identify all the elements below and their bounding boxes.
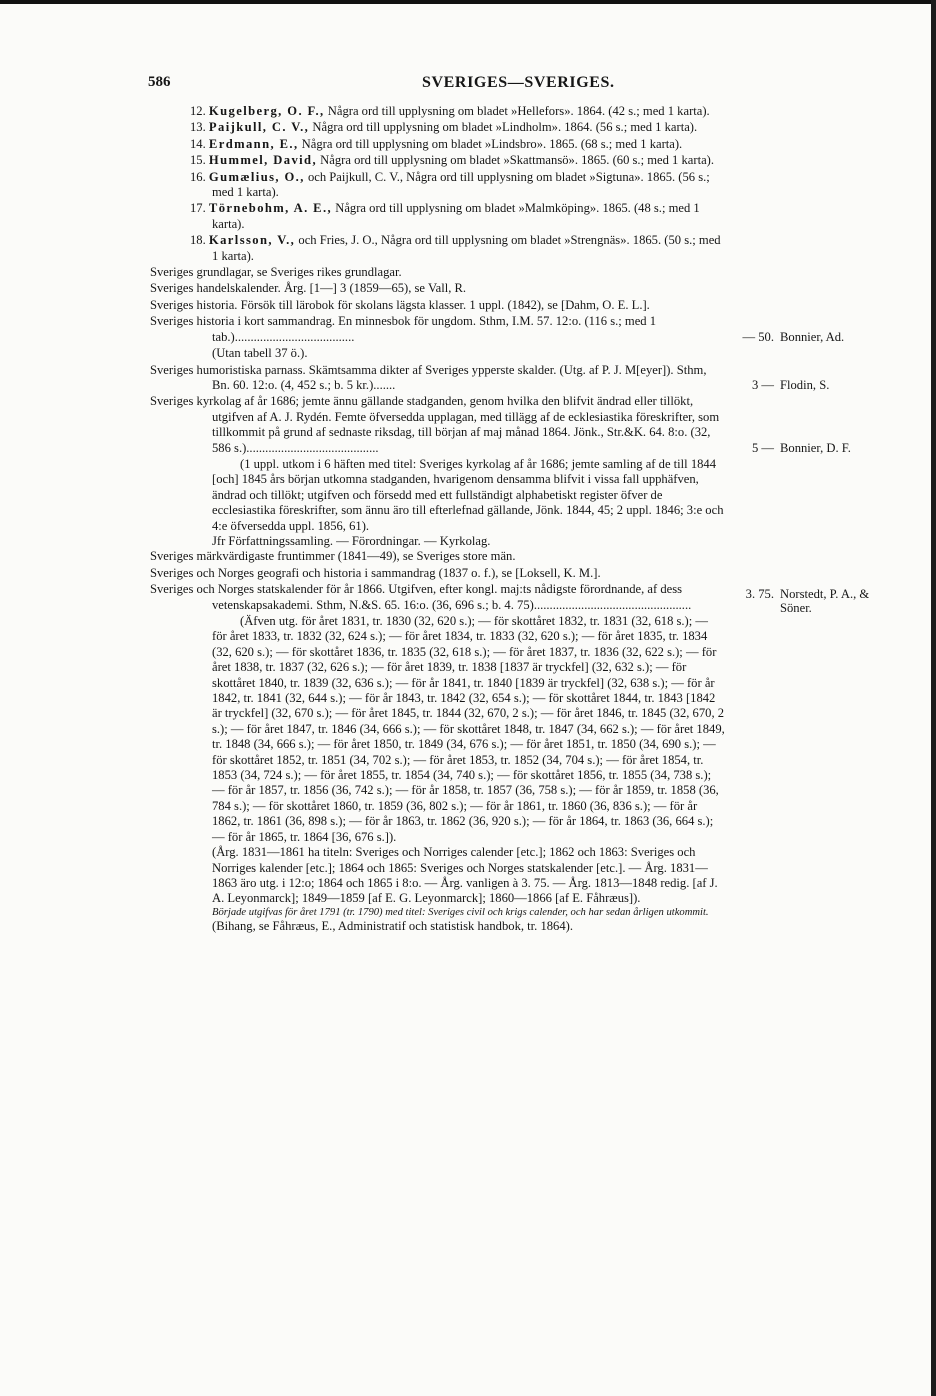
price-column: [730, 587, 890, 615]
numbered-entry: [150, 201, 890, 232]
entry-text: och Fries, J. O., Några ord till upplysning om bladet »Strengnäs». 1865. (50 s.; med 1 karta).: [212, 233, 721, 263]
entry-text: Sveriges historia i kort sammandrag. En minnesbok för ungdom. Sthm, I.M. 57. 12:o. (116 s.; med 1 tab.)......................................: [150, 314, 657, 344]
entry-price: 3. 75.: [745, 587, 774, 601]
entry-author: Erdmann, E.,: [208, 136, 299, 151]
statskalender-notes: [150, 614, 890, 907]
entry-text: Sveriges märkvärdigaste fruntimmer (1841—49), se Sveriges store män.: [150, 549, 516, 564]
price-column: [730, 330, 890, 345]
entry-text: Några ord till upplysning om bladet »Lindsbro». 1865. (68 s.; med 1 karta).: [301, 136, 683, 151]
numbered-entry: [150, 233, 890, 264]
entry-publisher: Flodin, S.: [780, 377, 830, 392]
catalog-entry: [150, 314, 890, 345]
catalog-entry: [150, 363, 890, 394]
entry-text: Sveriges handelskalender. Årg. [1—] 3 (1859—65), se Vall, R.: [150, 281, 467, 296]
entry-text: och Paijkull, C. V., Några ord till upplysning om bladet »Sigtuna». 1865. (56 s.; med 1 karta).: [212, 169, 710, 200]
catalog-entry: [150, 549, 890, 564]
entry-text: Sveriges och Norges statskalender för år 1866. Utgifven, efter kongl. maj:ts nådigste förordnande, af dess vetenskapsakademi. Sthm, N.&S. 65. 16:o. (36, 696 s.; b. 4. 75)..................................................: [150, 582, 692, 612]
entry-number: 16.: [190, 169, 206, 184]
entry-author: Karlsson, V.,: [208, 233, 296, 248]
price-column: [730, 378, 890, 393]
catalog-content: [150, 104, 890, 935]
entry-price: — 50.: [742, 329, 774, 344]
entry-text: Några ord till upplysning om bladet »Skattmansö». 1865. (60 s.; med 1 karta).: [320, 153, 715, 168]
note-paragraph: Jfr Författningssamling. — Förordningar. — Kyrkolag.: [212, 533, 491, 548]
entry-text: Några ord till upplysning om bladet »Hellefors». 1864. (42 s.; med 1 karta).: [327, 104, 710, 118]
entry-author: Kugelberg, O. F.,: [208, 104, 325, 118]
entry-text: Några ord till upplysning om bladet »Lindholm». 1864. (56 s.; med 1 karta).: [312, 120, 698, 135]
entry-author: Paijkull, C. V.,: [208, 120, 310, 135]
entry-number: 17.: [190, 201, 206, 216]
numbered-entry: [150, 104, 890, 119]
catalog-entry: [150, 394, 890, 456]
entry-author: Gumælius, O.,: [208, 169, 305, 184]
entry-text: Några ord till upplysning om bladet »Malmköping». 1865. (48 s.; med 1 karta).: [212, 201, 700, 231]
entry-price: 5 —: [751, 440, 774, 455]
entry-price: 3 —: [751, 377, 774, 392]
numbered-entries: [150, 104, 890, 264]
catalog-entries-continued: [150, 549, 890, 613]
note-paragraph: (Årg. 1831—1861 ha titeln: Sveriges och Norriges calender [etc.]; 1862 och 1863: Sveriges och Norriges kalender [etc.]; 1864 och 1865: Sveriges och Norges statskalender [etc.]. — Årg. 1831—1863 äro utg. i 12:o; 1864 och 1865 i 8:o. — Årg. vanligen à 3. 75. — Årg. 1813—1848 redig. [af J. A. Leyonmarck]; 1849—1859 [af E. G. Leyonmarck]; 1860—1866 [af E. Fåhræus]).: [212, 845, 718, 906]
entry-note: [150, 346, 890, 361]
entry-number: 13.: [190, 120, 206, 135]
catalog-entry: [150, 566, 890, 581]
entry-author: Hummel, David,: [208, 153, 318, 168]
kyrkolag-notes: [150, 457, 890, 549]
catalog-entry: [150, 265, 890, 280]
entry-publisher: Bonnier, Ad.: [780, 329, 845, 344]
catalog-entries: [150, 265, 890, 456]
scan-right-edge: [931, 0, 936, 1396]
note-paragraph: (Äfven utg. för året 1831, tr. 1830 (32, 620 s.); — för skottåret 1832, tr. 1831 (32, 618 s.); — för året 1833, tr. 1832 (32, 624 s.); — för året 1834, tr. 1833 (32, 620 s.); — för året 1835, tr. 1834 (32, 620 s.); — för skottåret 1836, tr. 1835 (32, 618 s.); — för året 1837, tr. 1836 (32, 622 s.); — för året 1838, tr. 1837 (32, 626 s.); — för året 1839, tr. 1838 [1837 är tryckfel] (32, 632 s.); — för skottåret 1840, tr. 1839 (32, 636 s.); — för år 1841, tr. 1840 [1839 är tryckfel] (32, 638 s.); — för år 1842, tr. 1841 (32, 644 s.); — för år 1843, tr. 1842 (32, 654 s.); — för skottåret 1844, tr. 1843 [1842 är tryckfel] (32, 670 s.); — för året 1845, tr. 1844 (32, 670, 2 s.); — för året 1846, tr. 1845 (32, 670, 2 s.); — för året 1847, tr. 1846 (34, 666 s.); — för skottåret 1848, tr. 1847 (34, 662 s.); — för året 1849, tr. 1848 (34, 666 s.); — för året 1850, tr. 1849 (34, 676 s.); — för året 1851, tr. 1850 (34, 690 s.); — för skottåret 1852, tr. 1851 (34, 702 s.); — för året 1853, tr. 1852 (34, 704 s.); — för året 1854, tr. 1853 (34, 724 s.); — för året 1855, tr. 1854 (34, 740 s.); — för skottåret 1856, tr. 1855 (34, 738 s.); — för år 1857, tr. 1856 (36, 742 s.); — för år 1858, tr. 1857 (36, 758 s.); — för år 1859, tr. 1858 (36, 784 s.); — för skottåret 1860, tr. 1859 (36, 802 s.); — för år 1861, tr. 1860 (36, 836 s.); — för år 1862, tr. 1861 (36, 898 s.); — för år 1863, tr. 1862 (36, 920 s.); — för år 1864, tr. 1863 (36, 664 s.); — för år 1865, tr. 1864 [36, 676 s.]).: [212, 614, 725, 844]
scan-top-edge: [0, 0, 936, 4]
running-head: SVERIGES—SVERIGES.: [422, 74, 615, 91]
page-header: [148, 74, 748, 96]
entry-text: Sveriges humoristiska parnass. Skämtsamma dikter af Sveriges ypperste skalder. (Utg. af P. J. M[eyer]). Sthm, Bn. 60. 12:o. (4, 452 s.; b. 5 kr.).......: [150, 362, 707, 392]
entry-text: Sveriges grundlagar, se Sveriges rikes grundlagar.: [150, 265, 402, 280]
numbered-entry: [150, 153, 890, 168]
numbered-entry: [150, 120, 890, 135]
entry-number: 14.: [190, 136, 206, 151]
entry-text: Sveriges kyrkolag af år 1686; jemte ännu gällande stadganden, genom hvilka den blifvit ändrad eller tillökt, utgifven af A. J. Rydén. Femte öfversedda upplagan, med tillägg af de ecklesiastika föreskrifter, som tillkommit på grund af sednaste riksdag, till början af maj månad 1864. Jönk., Str.&K. 64. 8:o. (32, 586 s.)..........................................: [150, 394, 720, 455]
entry-publisher: Norstedt, P. A., & Söner.: [780, 587, 870, 615]
note-paragraph: (1 uppl. utkom i 6 häften med titel: Sveriges kyrkolag af år 1686; jemte samling af de till 1844 [och] 1845 års början utkomna stadganden, hvarigenom densamma blifvit i vissa fall upphäfven, ändrad och tillökt; utgifven och försedd med ett fullständigt alphabetiskt register öfver de ecclesiastika föreskrifter, som ännu äro till efterlefnad gällande, Jönk. 1844, 45; 2 uppl. 1846; 3:e och 4:e öfversedda uppl. 1856, 61).: [212, 456, 724, 533]
entry-text: Sveriges historia. Försök till lärobok för skolans lägsta klasser. 1 uppl. (1842), se [Dahm, O. E. L.].: [150, 297, 650, 312]
entry-author: Törnebohm, A. E.,: [208, 201, 333, 216]
price-column: [730, 441, 890, 456]
entry-number: 18.: [190, 233, 206, 248]
catalog-entry: [150, 298, 890, 313]
entry-text: (Utan tabell 37 ö.).: [212, 346, 308, 361]
page-number: 586: [148, 74, 171, 90]
entry-publisher: Bonnier, D. F.: [780, 440, 851, 455]
catalog-entry: [150, 582, 890, 613]
entry-number: 15.: [190, 153, 206, 168]
catalog-entry: [150, 281, 890, 296]
appendix-note: (Bihang, se Fåhræus, E., Administratif och statistisk handbok, tr. 1864).: [212, 919, 573, 934]
numbered-entry: [150, 137, 890, 152]
numbered-entry: [150, 170, 890, 201]
history-note: Började utgifvas för året 1791 (tr. 1790) med titel: Sveriges civil och krigs calender, och har sedan årligen utkommit.: [212, 906, 709, 918]
entry-text: Sveriges och Norges geografi och historia i sammandrag (1837 o. f.), se [Loksell, K. M.].: [150, 565, 601, 580]
entry-number: 12.: [190, 104, 206, 118]
